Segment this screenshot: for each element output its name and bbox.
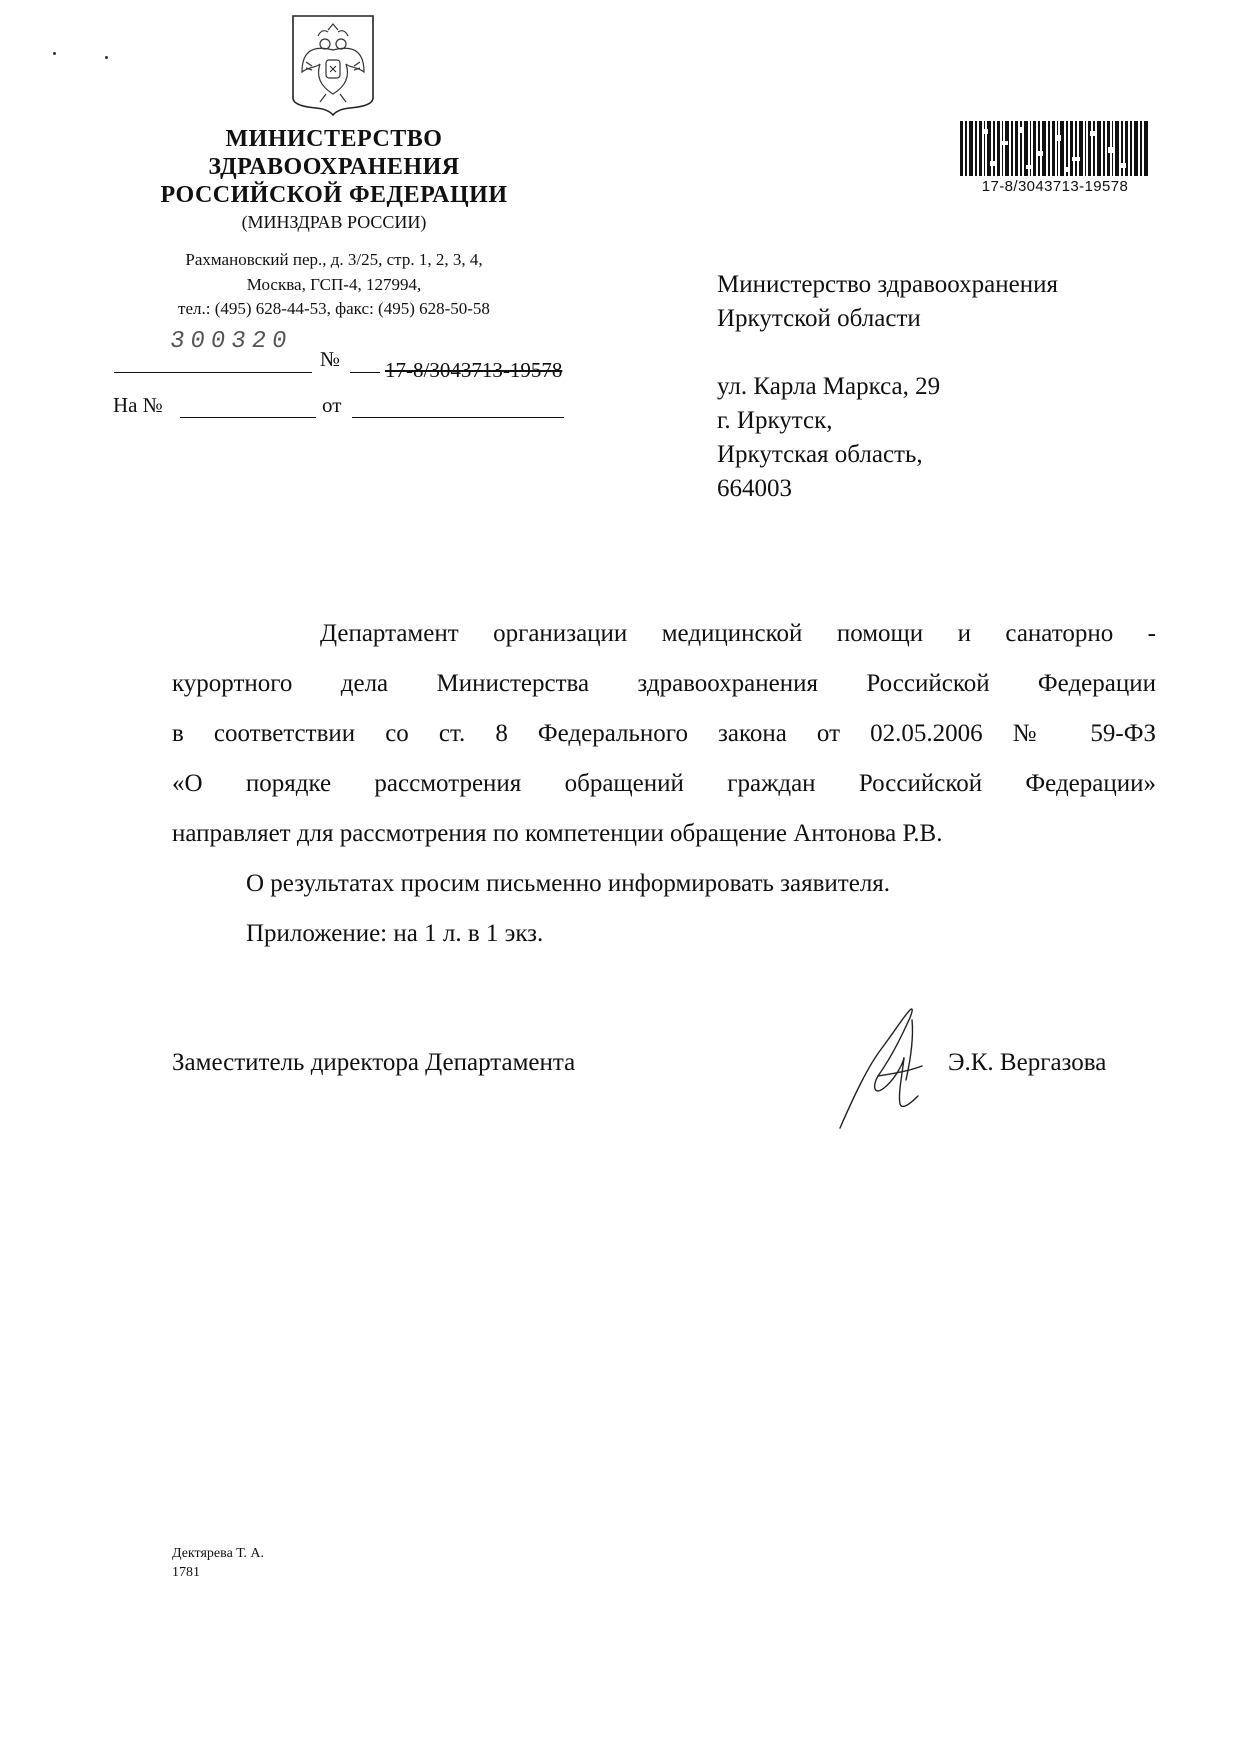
org-name-line-2: ЗДРАВООХРАНЕНИЯ xyxy=(208,154,460,180)
speck xyxy=(53,52,56,55)
org-name-line-1: МИНИСТЕРСТВО xyxy=(225,126,443,152)
handwritten-signature xyxy=(832,1000,962,1135)
barcode-icon xyxy=(960,121,1148,176)
org-address-line-2: Москва, ГСП-4, 127994, xyxy=(246,275,422,294)
org-short-name: (МИНЗДРАВ РОССИИ) xyxy=(241,212,427,232)
recipient-city: г. Иркутск, xyxy=(717,407,833,434)
org-name-line-3: РОССИЙСКОЙ ФЕДЕРАЦИИ xyxy=(160,182,508,208)
outgoing-number: 17-8/3043713-19578 xyxy=(385,358,563,382)
org-contacts-line: тел.: (495) 628-44-53, факс: (495) 628-50-58 xyxy=(178,299,490,318)
body-line: направляет для рассмотрения по компетенции обращение Антонова Р.В. xyxy=(172,820,943,847)
recipient-postcode: 664003 xyxy=(717,475,792,502)
org-address-line-1: Рахмановский пер., д. 3/25, стр. 1, 2, 3, 4, xyxy=(185,250,483,269)
number-label: № xyxy=(320,347,341,371)
reply-to-label: На № xyxy=(113,393,163,417)
executor-phone: 1781 xyxy=(172,1565,200,1580)
recipient-street: ул. Карла Маркса, 29 xyxy=(717,373,941,400)
body-line: Департамент организации медицинской помощи и санаторно - xyxy=(320,620,1156,647)
number-field-line xyxy=(350,372,380,373)
body-line: курортного дела Министерства здравоохранения Российской Федерации xyxy=(172,670,1156,697)
recipient-line-1: Министерство здравоохранения xyxy=(717,271,1058,298)
recipient-line-2: Иркутской области xyxy=(717,305,921,332)
executor-name: Дектярева Т. А. xyxy=(172,1546,265,1561)
barcode-number: 17-8/3043713-19578 xyxy=(981,178,1129,195)
date-field-line xyxy=(114,372,312,373)
reply-date-line xyxy=(352,417,564,418)
registration-stamp-number: 300320 xyxy=(168,328,295,355)
speck xyxy=(105,56,108,59)
signatory-name: Э.К. Вергазова xyxy=(948,1049,1107,1076)
reply-number-line xyxy=(180,417,316,418)
body-line: в соответствии со ст. 8 Федерального закона от 02.05.2006 № 59-ФЗ xyxy=(172,720,1156,747)
recipient-region: Иркутская область, xyxy=(717,441,923,468)
body-request-paragraph: О результатах просим письменно информировать заявителя. xyxy=(246,870,891,897)
reply-from-label: от xyxy=(322,393,342,417)
body-line: «О порядке рассмотрения обращений граждан Российской Федерации» xyxy=(172,770,1156,797)
signatory-title: Заместитель директора Департамента xyxy=(172,1049,576,1076)
body-attachment-paragraph: Приложение: на 1 л. в 1 экз. xyxy=(246,920,544,947)
coat-of-arms-icon xyxy=(290,14,376,116)
